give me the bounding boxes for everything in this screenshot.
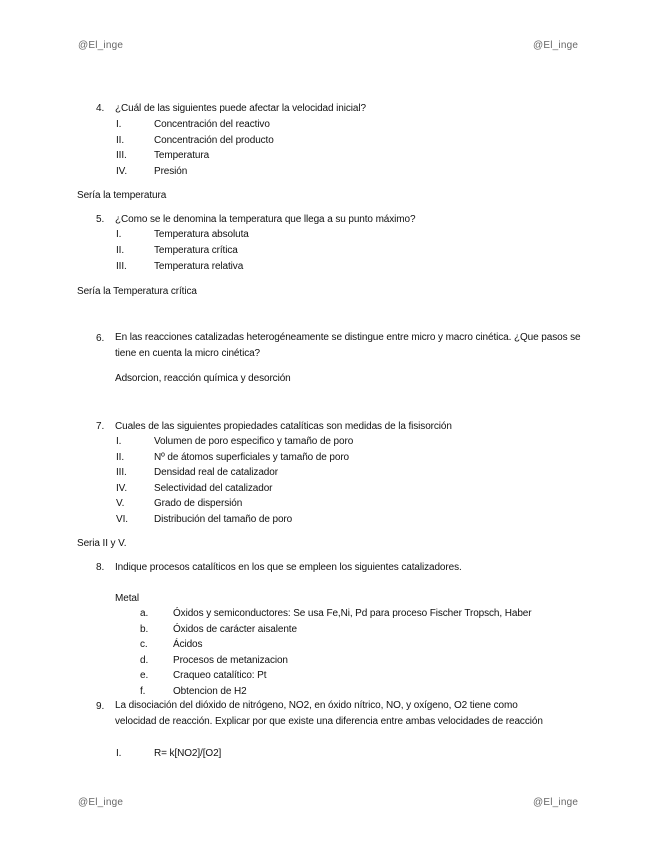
question-text: Cuales de las siguientes propiedades catalíticas son medidas de la fisisorción: [115, 421, 452, 432]
option-text: Concentración del producto: [154, 135, 274, 146]
question-number: 9.: [96, 701, 105, 712]
option-text: Presión: [154, 166, 188, 177]
option-number: II.: [116, 135, 125, 146]
option-text: Temperatura absoluta: [154, 229, 249, 240]
option-number: V.: [116, 498, 125, 509]
option-text: Selectividad del catalizador: [154, 483, 273, 494]
option-number: I.: [116, 229, 122, 240]
question-text: En las reacciones catalizadas heterogéneamente se distingue entre micro y macro cinética. ¿Que pasos se tiene en cuenta la micro cinética?: [115, 332, 581, 359]
option-number: II.: [116, 245, 125, 256]
option-text: Óxidos y semiconductores: Se usa Fe,Ni, Pd para proceso Fischer Tropsch, Haber: [173, 608, 532, 619]
option-letter: f.: [140, 686, 146, 697]
option-number: IV.: [116, 483, 128, 494]
option-text: Temperatura crítica: [154, 245, 238, 256]
option-text: Temperatura: [154, 150, 210, 161]
option-text: Procesos de metanizacion: [173, 655, 288, 666]
option-text: Nº de átomos superficiales y tamaño de poro: [154, 452, 350, 463]
option-letter: c.: [140, 639, 148, 650]
answer-text: Sería la temperatura: [77, 190, 167, 201]
question-text: Indique procesos catalíticos en los que se empleen los siguientes catalizadores.: [115, 562, 462, 573]
option-text: Densidad real de catalizador: [154, 467, 278, 478]
footer-right: @El_inge: [533, 797, 579, 808]
option-text: Grado de dispersión: [154, 498, 243, 509]
option-letter: b.: [140, 624, 149, 635]
option-text: Volumen de poro especifico y tamaño de poro: [154, 436, 354, 447]
header-left: @El_inge: [78, 40, 124, 51]
option-text: Obtencion de H2: [173, 686, 247, 697]
option-text: Craqueo catalítico: Pt: [173, 670, 267, 681]
option-number: I.: [116, 436, 122, 447]
question-number: 8.: [96, 562, 105, 573]
question-number: 4.: [96, 103, 105, 114]
header-right: @El_inge: [533, 40, 579, 51]
option-number: I.: [116, 119, 122, 130]
question-text: ¿Cuál de las siguientes puede afectar la velocidad inicial?: [115, 103, 366, 114]
answer-text: Seria II y V.: [77, 538, 127, 549]
question-number: 7.: [96, 421, 105, 432]
question-number: 5.: [96, 214, 105, 225]
option-number: III.: [116, 467, 127, 478]
answer-text: Adsorcion, reacción química y desorción: [115, 373, 291, 384]
option-text: Ácidos: [173, 639, 203, 650]
question-text: ¿Como se le denomina la temperatura que llega a su punto máximo?: [115, 214, 416, 225]
question-text: La disociación del dióxido de nitrógeno, NO2, en óxido nítrico, NO, y oxígeno, O2 tiene como velocidad de reacción. Explicar por que existe una diferencia entre ambas velocidades de reacción: [115, 700, 543, 727]
sub-heading: Metal: [115, 593, 139, 604]
option-letter: e.: [140, 670, 149, 681]
option-number: I.: [116, 748, 122, 759]
question-number: 6.: [96, 333, 105, 344]
option-text: R= k[NO2]/[O2]: [154, 748, 222, 759]
option-number: IV.: [116, 166, 128, 177]
option-number: VI.: [116, 514, 128, 525]
option-letter: a.: [140, 608, 149, 619]
option-text: Concentración del reactivo: [154, 119, 270, 130]
option-text: Temperatura relativa: [154, 261, 244, 272]
option-text: Óxidos de carácter aisalente: [173, 624, 297, 635]
footer-left: @El_inge: [78, 797, 124, 808]
option-number: III.: [116, 261, 127, 272]
answer-text: Sería la Temperatura crítica: [77, 286, 197, 297]
option-text: Distribución del tamaño de poro: [154, 514, 293, 525]
option-number: III.: [116, 150, 127, 161]
option-letter: d.: [140, 655, 149, 666]
option-number: II.: [116, 452, 125, 463]
